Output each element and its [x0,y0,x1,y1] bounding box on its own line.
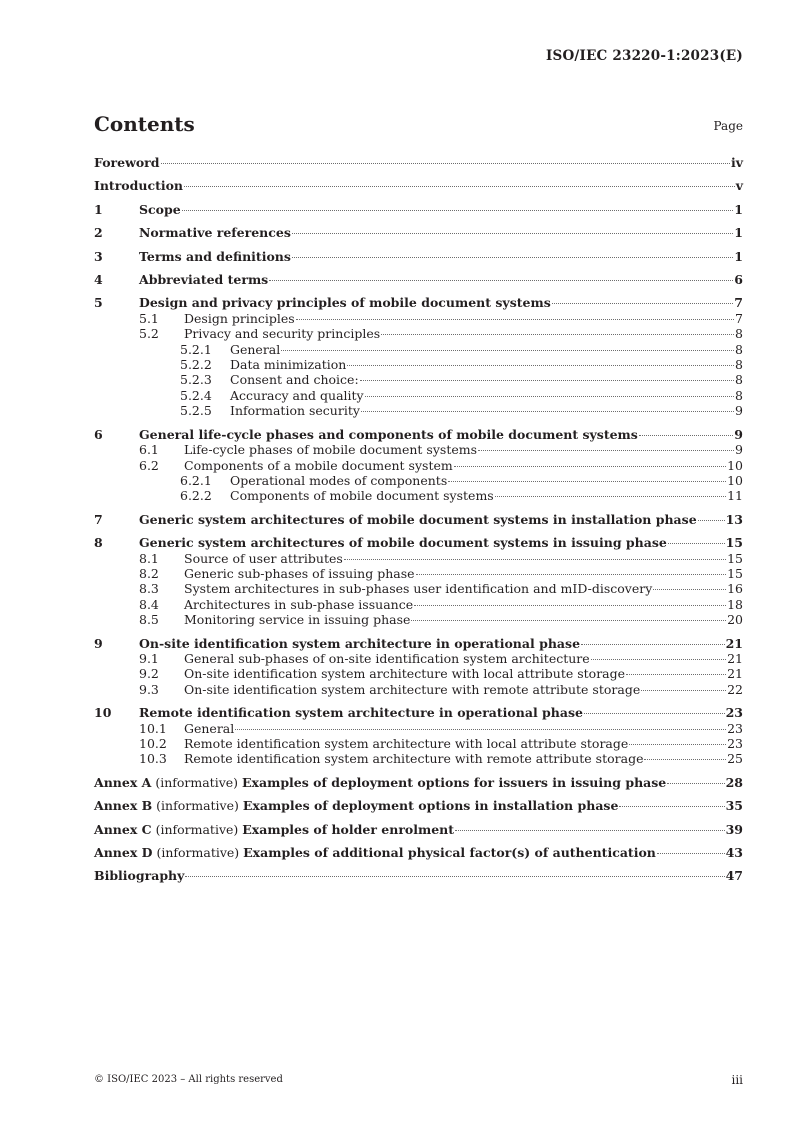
table-of-contents [94,155,743,884]
toc-entry-number: 5.2 [139,326,159,342]
toc-entry-number: 5.2.4 [180,387,212,403]
toc-dot-leader [454,466,726,467]
toc-dot-leader [360,380,734,381]
toc-entry-number: 10.1 [139,720,167,736]
toc-annex-type: (informative) [152,845,244,861]
toc-entry[interactable] [94,612,743,627]
toc-entry-title: Normative references [139,225,291,241]
toc-gap [94,628,743,636]
toc-entry-number: 8.3 [139,581,159,597]
contents-title: Contents [94,112,195,136]
toc-dot-leader [296,319,734,320]
toc-entry-title: On-site identification system architecture with local attribute storage [184,666,626,682]
toc-dot-leader [644,759,726,760]
toc-gap [94,790,743,798]
toc-entry[interactable] [94,535,743,550]
toc-entry-title: Remote identification system architecture in operational phase [139,705,583,721]
toc-entry-number: 6 [94,426,103,442]
toc-dot-leader [657,853,725,854]
toc-gap [94,697,743,705]
toc-dot-leader [667,783,724,784]
toc-entry-page: 39 [725,821,743,837]
toc-dot-leader [347,365,734,366]
toc-dot-leader [478,450,734,451]
toc-dot-leader [269,280,733,281]
toc-entry-number: 5.1 [139,310,159,326]
toc-annex-label: Annex B [94,798,153,814]
toc-dot-leader [184,186,735,187]
toc-entry[interactable] [94,372,743,387]
toc-dot-leader [455,830,725,831]
toc-annex-type: (informative) [152,798,243,814]
toc-entry[interactable] [94,597,743,612]
toc-entry-page: v [735,178,743,194]
toc-entry-page: iv [730,155,743,170]
toc-entry-title: Data minimization [230,357,347,373]
standard-id: ISO/IEC 23220-1:2023(E) [546,48,743,64]
footer-page-number: iii [731,1073,743,1087]
toc-entry-title: Bibliography [94,868,185,884]
toc-annex-label: Annex C [94,821,152,837]
toc-entry[interactable] [94,636,743,651]
toc-dot-leader [626,674,726,675]
toc-entry-title: On-site identification system architecture with remote attribute storage [184,681,641,697]
toc-entry-page: 22 [727,681,743,697]
toc-entry-title: Accuracy and quality [230,387,364,403]
toc-entry-number: 2 [94,225,103,241]
toc-entry-number: 9.3 [139,681,159,697]
toc-entry-page: 11 [727,488,743,504]
toc-entry-title: Monitoring service in issuing phase [184,612,411,628]
toc-entry-page: 1 [734,201,743,217]
toc-entry[interactable] [94,512,743,527]
toc-dot-leader [552,303,734,304]
toc-entry-title: Information security [230,403,360,419]
toc-dot-leader [495,496,726,497]
toc-gap [94,527,743,535]
toc-entry-title: Design and privacy principles of mobile document systems [139,295,551,311]
toc-entry[interactable] [94,357,743,372]
toc-dot-leader [591,659,726,660]
toc-entry[interactable] [94,551,743,566]
toc-entry-title: On-site identification system architecture in operational phase [139,635,581,651]
toc-entry-title: Generic system architectures of mobile document systems in installation phase [139,511,697,527]
toc-entry-page: 21 [727,650,743,666]
toc-entry-page: 8 [735,341,743,357]
toc-entry-title: Remote identification system architecture with local attribute storage [184,736,629,751]
toc-entry-title: Design principles [184,310,295,326]
toc-entry-number: 10.3 [139,751,167,767]
toc-entry[interactable] [94,705,743,720]
toc-gap [94,837,743,845]
toc-entry[interactable] [94,295,743,310]
toc-gap [94,419,743,427]
toc-dot-leader [639,435,733,436]
toc-entry[interactable] [94,845,743,860]
toc-entry-number: 5 [94,295,103,311]
toc-entry-page: 25 [727,751,743,767]
toc-entry-title: Examples of holder enrolment [242,821,455,837]
toc-entry-number: 5.2.2 [180,357,212,373]
toc-entry-page: 23 [727,736,743,751]
toc-entry[interactable] [94,403,743,418]
toc-entry-page: 6 [734,272,743,288]
toc-entry-page: 13 [725,511,743,527]
toc-entry-title: Examples of deployment options in installation phase [242,798,619,814]
toc-gap [94,860,743,868]
toc-entry[interactable] [94,473,743,488]
toc-entry-page: 8 [735,372,743,388]
toc-dot-leader [619,806,724,807]
toc-dot-leader [235,729,726,730]
toc-entry[interactable] [94,682,743,697]
toc-entry-number: 6.2 [139,457,159,473]
toc-entry-number: 6.1 [139,442,159,458]
toc-dot-leader [411,620,726,621]
toc-entry-page: 47 [725,868,743,884]
toc-entry-page: 8 [735,387,743,403]
toc-entry-page: 10 [727,457,743,473]
toc-entry-number: 7 [94,511,103,527]
toc-entry-number: 5.2.1 [180,341,212,357]
toc-entry-title: Operational modes of components [230,472,448,488]
toc-entry[interactable] [94,342,743,357]
toc-entry-title: System architectures in sub-phases user identification and mID-discovery [184,581,653,597]
toc-annex-type: (informative) [151,821,243,837]
toc-entry-title: General [230,341,281,357]
toc-dot-leader [698,520,725,521]
toc-entry-title: Remote identification system architecture with remote attribute storage [184,751,644,767]
toc-entry-title: Scope [139,201,181,217]
toc-entry[interactable] [94,427,743,442]
toc-entry-number: 5.2.3 [180,372,212,388]
toc-entry-number: 10 [94,705,112,721]
toc-entry-title: Architectures in sub-phase issuance [184,596,414,612]
toc-entry-page: 21 [727,666,743,682]
toc-entry-page: 15 [727,565,743,581]
toc-entry-number: 8.2 [139,565,159,581]
toc-entry-page: 8 [735,357,743,373]
toc-entry-title: Source of user attributes [184,550,343,566]
toc-entry-number: 1 [94,201,103,217]
toc-entry[interactable] [94,442,743,457]
toc-dot-leader [653,589,726,590]
toc-dot-leader [414,605,726,606]
toc-entry-page: 23 [725,705,743,721]
toc-entry[interactable] [94,581,743,596]
toc-entry-page: 15 [727,550,743,566]
page-column-label: Page [713,119,743,133]
toc-dot-leader [185,876,724,877]
toc-dot-leader [281,350,734,351]
toc-entry[interactable] [94,311,743,326]
toc-dot-leader [292,257,733,258]
toc-entry[interactable] [94,798,743,813]
toc-entry-number: 6.2.1 [180,472,212,488]
toc-entry-page: 9 [734,426,743,442]
toc-entry-title: General [184,720,235,736]
toc-entry-number: 10.2 [139,736,167,751]
toc-dot-leader [182,210,734,211]
toc-entry-page: 7 [734,295,743,311]
toc-annex-label: Annex D [94,845,153,861]
toc-entry[interactable] [94,822,743,837]
toc-entry-title: Examples of deployment options for issuers in issuing phase [242,774,667,790]
toc-entry-title: Consent and choice: [230,372,359,388]
toc-entry-page: 28 [725,774,743,790]
toc-dot-leader [581,644,725,645]
toc-entry-number: 8.1 [139,550,159,566]
toc-dot-leader [629,744,726,745]
toc-entry-number: 8.4 [139,596,159,612]
toc-dot-leader [161,163,730,164]
toc-entry-page: 1 [734,248,743,264]
toc-entry[interactable] [94,736,743,751]
toc-entry-number: 8 [94,535,103,551]
toc-entry-title: Terms and definitions [139,248,291,264]
toc-entry-page: 35 [725,798,743,814]
toc-entry-page: 18 [727,596,743,612]
toc-entry-title: Privacy and security principles [184,326,381,342]
footer-copyright: © ISO/IEC 2023 – All rights reserved [94,1074,283,1085]
toc-annex-type: (informative) [151,774,243,790]
toc-entry-page: 1 [734,225,743,241]
toc-entry-page: 23 [727,720,743,736]
toc-gap [94,217,743,225]
toc-entry-number: 8.5 [139,612,159,628]
toc-gap [94,241,743,249]
toc-gap [94,504,743,512]
toc-entry[interactable] [94,225,743,240]
toc-entry[interactable] [94,458,743,473]
toc-entry-number: 9.2 [139,666,159,682]
toc-entry-title: Examples of additional physical factor(s) of authentication [243,845,656,861]
toc-entry-page: 8 [735,326,743,342]
toc-entry[interactable] [94,202,743,217]
toc-entry-title: Foreword [94,155,160,170]
toc-dot-leader [365,396,734,397]
toc-entry-title: Components of mobile document systems [230,488,494,504]
toc-entry-number: 5.2.5 [180,403,212,419]
toc-gap [94,194,743,202]
toc-entry[interactable] [94,651,743,666]
toc-entry-title: General life-cycle phases and components of mobile document systems [139,426,638,442]
toc-entry[interactable] [94,751,743,766]
toc-gap [94,814,743,822]
toc-entry-page: 15 [725,535,743,551]
toc-entry-page: 9 [735,403,743,419]
toc-entry-title: Components of a mobile document system [184,457,453,473]
toc-entry[interactable] [94,721,743,736]
toc-entry-title: Abbreviated terms [139,272,269,288]
toc-entry[interactable] [94,666,743,681]
toc-entry-page: 16 [727,581,743,597]
toc-dot-leader [344,559,726,560]
toc-entry-page: 10 [727,472,743,488]
toc-gap [94,170,743,178]
toc-entry-number: 6.2.2 [180,488,212,504]
toc-entry-page: 9 [735,442,743,458]
toc-entry-page: 21 [725,635,743,651]
toc-entry[interactable] [94,272,743,287]
toc-dot-leader [361,411,734,412]
toc-entry[interactable] [94,868,743,883]
toc-entry-title: Life-cycle phases of mobile document systems [184,442,478,458]
toc-entry-page: 7 [735,310,743,326]
toc-annex-label: Annex A [94,774,152,790]
toc-entry[interactable] [94,388,743,403]
toc-dot-leader [381,334,734,335]
toc-entry-number: 9 [94,635,103,651]
toc-entry[interactable] [94,488,743,503]
toc-entry-title: Introduction [94,178,184,194]
toc-dot-leader [584,713,725,714]
toc-entry-title: Generic system architectures of mobile document systems in issuing phase [139,535,667,551]
toc-entry-title: Generic sub-phases of issuing phase [184,565,415,581]
toc-dot-leader [448,481,726,482]
toc-entry[interactable] [94,566,743,581]
toc-entry-number: 9.1 [139,650,159,666]
toc-dot-leader [416,574,727,575]
toc-entry[interactable] [94,155,743,170]
toc-gap [94,264,743,272]
toc-entry[interactable] [94,178,743,193]
toc-entry-title: General sub-phases of on-site identification system architecture [184,650,590,666]
toc-entry[interactable] [94,775,743,790]
toc-gap [94,767,743,775]
toc-dot-leader [668,543,725,544]
toc-entry-page: 20 [727,612,743,628]
toc-entry[interactable] [94,326,743,341]
toc-dot-leader [292,233,733,234]
toc-entry-number: 3 [94,248,103,264]
toc-dot-leader [641,690,726,691]
toc-entry[interactable] [94,249,743,264]
toc-entry-number: 4 [94,272,103,288]
toc-entry-page: 43 [725,845,743,861]
toc-gap [94,287,743,295]
